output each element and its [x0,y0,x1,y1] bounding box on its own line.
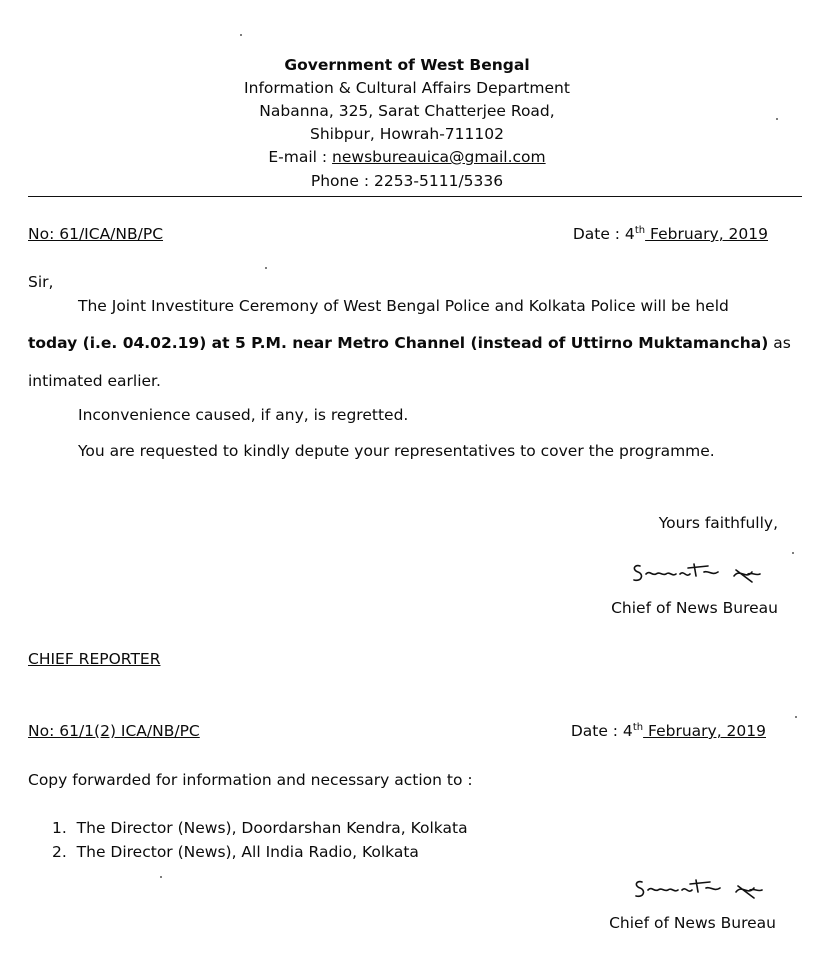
email-line [0,146,814,169]
salutation: Sir, [28,273,54,291]
header-divider [28,196,802,197]
department-name: Information & Cultural Affairs Department [244,79,570,97]
scan-speck [240,34,242,36]
email-label: E-mail : [268,148,333,166]
memo-number-2: No: 61/1(2) ICA/NB/PC [28,722,200,740]
signature-image [628,556,768,586]
paragraph-1-line-2: today (i.e. 04.02.19) at 5 P.M. near Metro Channel (instead of Uttirno Muktamancha) as [28,334,791,352]
scan-speck [160,876,162,878]
paragraph-3: You are requested to kindly depute your representatives to cover the programme. [78,442,715,460]
scan-speck [265,267,267,269]
memo-date: Date : 4th February, 2019 [572,225,768,243]
memo-date-2: Date : 4th February, 2019 [570,722,766,740]
scan-speck [792,552,794,554]
paragraph-1-line-1: The Joint Investiture Ceremony of West Bengal Police and Kolkata Police will be held [78,297,729,315]
scan-speck [776,118,778,120]
signature-image-2 [630,872,770,902]
memo-number: No: 61/ICA/NB/PC [28,225,164,243]
phone-line: Phone : 2253-5111/5336 [310,172,504,190]
email-link[interactable]: newsbureauica@gmail.com [332,148,546,166]
recipient-list-item: 2. The Director (News), All India Radio, Kolkata [52,843,419,861]
address-line-2: Shibpur, Howrah-711102 [310,125,504,143]
scan-speck [795,716,797,718]
address-line-1: Nabanna, 325, Sarat Chatterjee Road, [259,102,555,120]
signatory-designation: Chief of News Bureau [611,599,778,617]
signatory-designation-2: Chief of News Bureau [609,914,776,932]
addressee: CHIEF REPORTER [28,650,161,668]
yours-faithfully: Yours faithfully, [658,514,778,532]
government-title: Government of West Bengal [284,56,530,74]
recipient-list-item: 1. The Director (News), Doordarshan Kendra, Kolkata [52,819,468,837]
paragraph-2: Inconvenience caused, if any, is regretted. [78,406,409,424]
copy-forwarded-intro: Copy forwarded for information and necessary action to : [28,771,473,789]
paragraph-1-line-3: intimated earlier. [28,372,161,390]
